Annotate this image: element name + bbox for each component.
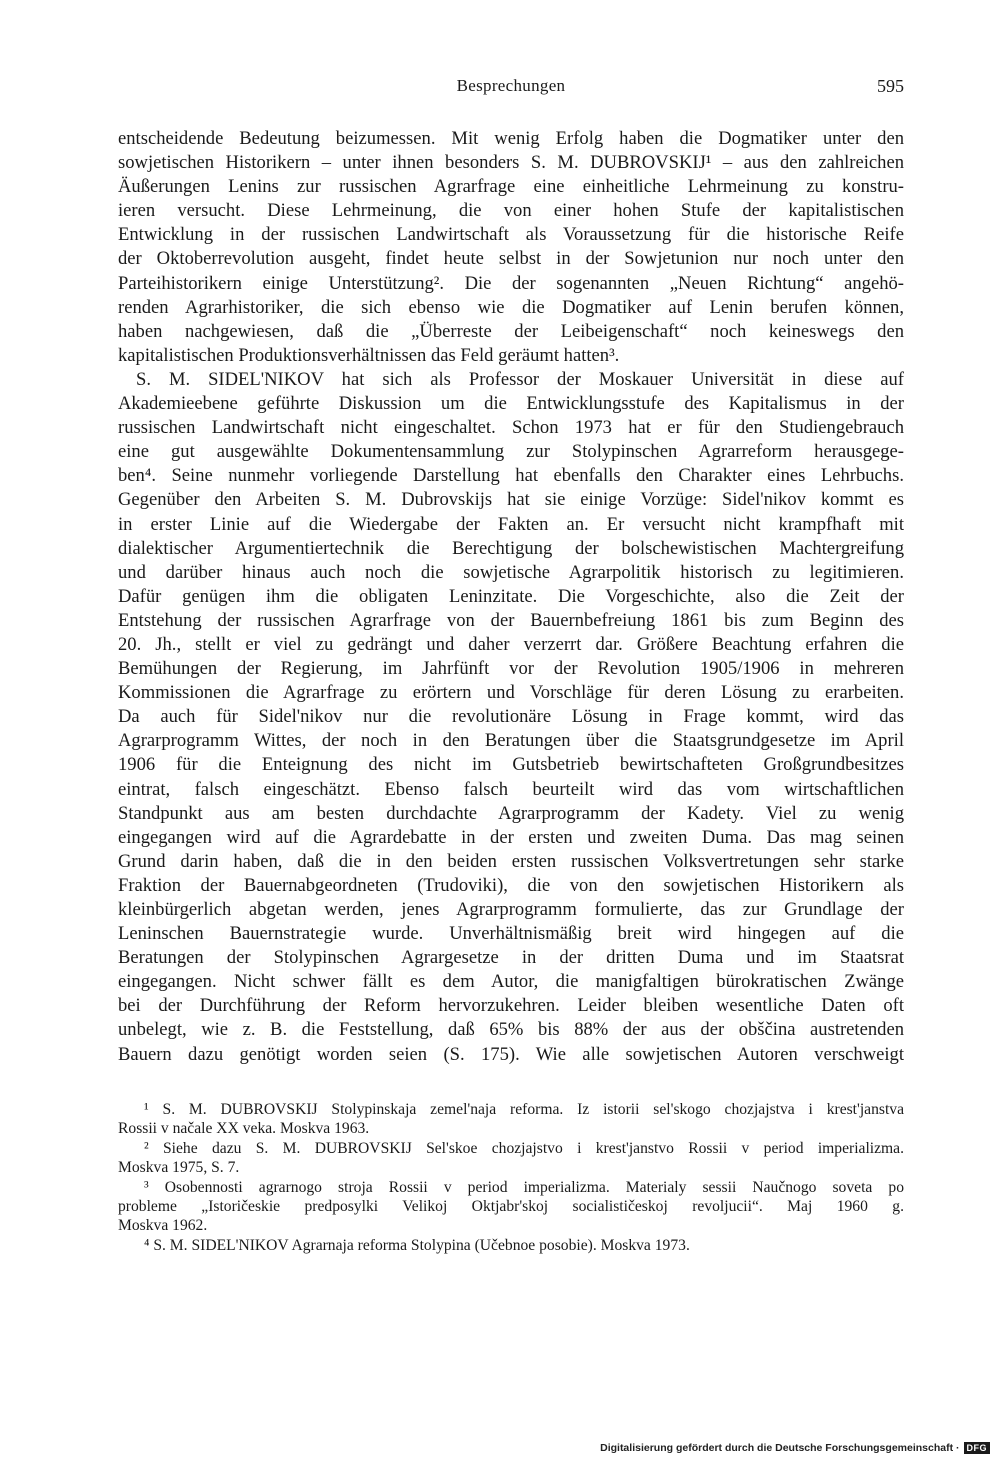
text-line: Standpunkt aus am besten durchdachte Agrarprogramm der Kadety. Viel zu wenig: [118, 802, 904, 824]
text-line: bei der Durchführung der Reform hervorzukehren. Leider bleiben wesentliche Daten oft: [118, 995, 904, 1017]
text-line: eingegangen wird auf die Agrardebatte in der ersten und zweiten Duma. Das mag seinen: [118, 826, 904, 848]
text-line: 20. Jh., stellt er viel zu gedrängt und daher verzerrt dar. Größere Beachtung erfahren die: [118, 633, 904, 655]
main-text: [118, 127, 904, 1067]
text-line: Bauern dazu genötigt worden seien (S. 175). Wie alle sowjetischen Autoren verschweigt: [118, 1043, 904, 1065]
text-line: haben nachgewiesen, daß die „Überreste der Leibeigenschaft“ noch keineswegs den: [118, 320, 904, 342]
text-line: kapitalistischen Produktionsverhältnissen das Feld geräumt hatten³.: [118, 344, 620, 366]
text-line: Da auch für Sidel'nikov nur die revolutionäre Lösung in Frage kommt, wird das: [118, 706, 904, 728]
text-line: renden Agrarhistoriker, die sich ebenso wie die Dogmatiker auf Lenin berufen können,: [118, 296, 904, 318]
text-line: Parteihistorikern einige Unterstützung². Die der sogenannten „Neuen Richtung“ angehö-: [118, 272, 904, 294]
text-line: Kommissionen die Agrarfrage zu erörtern und Vorschläge für deren Lösung zu erarbeiten.: [118, 682, 904, 704]
text-line: Beratungen der Stolypinschen Agrargesetze in der dritten Duma und im Staatsrat: [118, 947, 904, 969]
footnote: ¹ S. M. DUBROVSKIJ Stolypinskaja zemel'naja reforma. Iz istorii sel'skogo chozjajstva i krest'janstva: [144, 1101, 904, 1118]
text-line: in erster Linie auf die Wiedergabe der Fakten an. Er versucht nicht krampfhaft mit: [118, 513, 904, 535]
text-line: eintrat, falsch eingeschätzt. Ebenso falsch beurteilt wird das vom wirtschaftlichen: [118, 778, 904, 800]
text-line: eingegangen. Nicht schwer fällt es dem Autor, die manigfaltigen bürokratischen Zwänge: [118, 971, 904, 993]
text-line: S. M. SIDEL'NIKOV hat sich als Professor der Moskauer Universität in diese auf: [136, 368, 904, 390]
text-line: Leninschen Bauernstrategie wurde. Unverhältnismäßig breit wird hingegen auf die: [118, 923, 904, 945]
text-line: Dafür genügen ihm die obligaten Leninzitate. Die Vorgeschichte, also die Zeit der: [118, 585, 904, 607]
footnote: Rossii v načale XX veka. Moskva 1963.: [118, 1120, 370, 1138]
credit-text: Digitalisierung gefördert durch die Deutsche Forschungsgemeinschaft ·: [600, 1442, 960, 1454]
footnote: Moskva 1975, S. 7.: [118, 1159, 240, 1177]
text-line: Fraktion der Bauernabgeordneten (Trudoviki), die von den sowjetischen Historikern als: [118, 874, 904, 896]
text-line: der Oktoberrevolution ausgeht, findet heute selbst in der Sowjetunion nur noch unter den: [118, 248, 904, 270]
text-line: unbelegt, wie z. B. die Feststellung, daß 65% bis 88% der aus der obščina austretenden: [118, 1019, 904, 1041]
text-line: dialektischer Argumentiertechnik die Berechtigung der bolschewistischen Machtergreifung: [118, 537, 904, 559]
footnote: ⁴ S. M. SIDEL'NIKOV Agrarnaja reforma Stolypina (Učebnoe posobie). Moskva 1973.: [144, 1236, 690, 1254]
footnote: Moskva 1962.: [118, 1217, 208, 1235]
footnote: probleme „Istoričeskie predposylki Velikoj Oktjabr'skoj socialističeskoj revoljucii“. Maj 1960 g.: [118, 1197, 904, 1215]
text-line: Äußerungen Lenins zur russischen Agrarfrage eine einheitliche Lehrmeinung zu konstru-: [118, 176, 904, 198]
dfg-logo: DFG: [964, 1442, 991, 1454]
text-line: entscheidende Bedeutung beizumessen. Mit wenig Erfolg haben die Dogmatiker unter den: [118, 128, 904, 149]
text-line: Grund darin haben, daß die in den beiden ersten russischen Volksvertretungen sehr starke: [118, 850, 904, 872]
running-head: Besprechungen: [456, 76, 566, 95]
text-line: Entwicklung in der russischen Landwirtschaft als Voraussetzung für die historische Reife: [118, 224, 904, 246]
digitization-credit: [600, 1442, 990, 1454]
text-line: russischen Landwirtschaft nicht eingeschaltet. Schon 1973 hat er für den Studiengebrauch: [118, 417, 904, 439]
text-line: kleinbürgerlich abgetan werden, jenes Agrarprogramm formulierte, das zur Grundlage der: [118, 899, 904, 920]
text-line: sowjetischen Historikern – unter ihnen besonders S. M. DUBROVSKIJ¹ – aus den zahlreichen: [118, 152, 904, 174]
page-header: [118, 76, 904, 100]
text-line: ieren versucht. Diese Lehrmeinung, die von einer hohen Stufe der kapitalistischen: [118, 200, 904, 222]
text-line: ben⁴. Seine nunmehr vorliegende Darstellung hat ebenfalls den Charakter eines Lehrbuchs.: [118, 465, 904, 487]
text-line: Bemühungen der Regierung, im Jahrfünft vor der Revolution 1905/1906 in mehreren: [118, 658, 904, 680]
text-line: 1906 für die Enteignung des nicht im Gutsbetrieb bewirtschafteten Großgrundbesitzes: [118, 754, 904, 776]
text-line: Akademieebene geführte Diskussion um die Entwicklungsstufe des Kapitalismus in der: [118, 393, 904, 415]
footnote: ³ Osobennosti agrarnogo stroja Rossii v period imperializma. Materialy sessii Naučnogo soveta po: [144, 1178, 904, 1196]
text-line: Agrarprogramm Wittes, der noch in den Beratungen über die Staatsgrundgesetze im April: [118, 730, 904, 752]
text-line: eine gut ausgewählte Dokumentensammlung zur Stolypinschen Agrarreform herausgege-: [118, 441, 904, 463]
text-line: und darüber hinaus auch noch die sowjetische Agrarpolitik historisch zu legitimieren.: [118, 561, 904, 583]
text-line: Entstehung der russischen Agrarfrage von der Bauernbefreiung 1861 bis zum Beginn des: [118, 609, 904, 631]
text-line: Gegenüber den Arbeiten S. M. Dubrovskijs hat sie einige Vorzüge: Sidel'nikov kommt es: [118, 489, 904, 511]
footnote: ² Siehe dazu S. M. DUBROVSKIJ Sel'skoe chozjajstvo i krest'janstvo Rossii v period imperializma.: [144, 1139, 904, 1157]
footnotes: [118, 1100, 904, 1255]
page-number: 595: [877, 76, 904, 96]
